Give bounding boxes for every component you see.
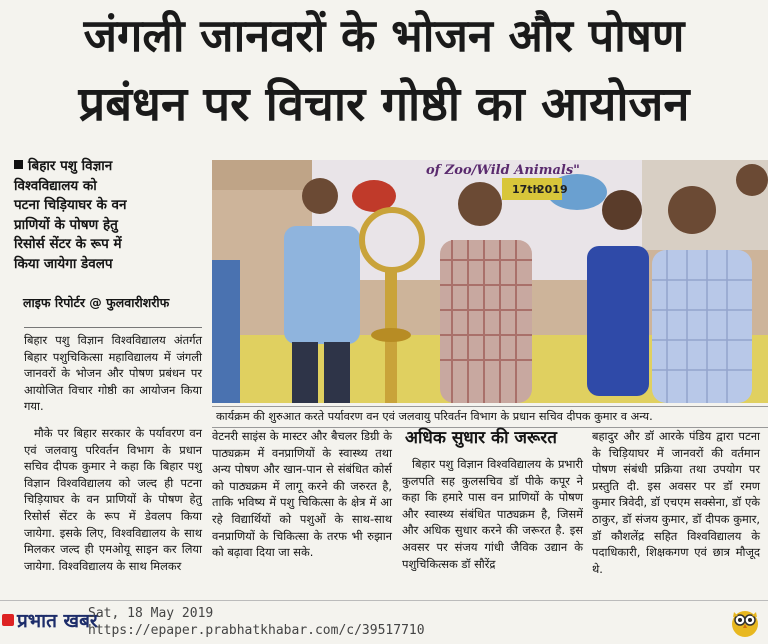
column-4-body: बहादुर और डॉ आरके पंडिय द्वारा पटना के चिड़ियाघर में जानवरों की वर्तमान पोषण संबंधी प्रक्रिया तथा उपयोग पर प्रस्तुति दी. इस अवसर पर डॉ रमण कुमार त्रिवेदी, डॉ एचएम सक्सेना, डॉ एके ठाकुर, डॉ संजय कुमार, डॉ दीपक कुमार, डॉ कौशलेंद्र सहित विश्वविद्यालय के पदाधिकारी, शिक्षकगण एवं छात्र मौजूद थे. — [592, 429, 760, 576]
photo-banner-text: of Zoo/Wild Animals" — [426, 163, 580, 178]
deck-line: प्राणियों के पोषण हेतु — [14, 216, 118, 233]
headline-line-1: जंगली जानवरों के भोजन और पोषण — [83, 9, 685, 62]
event-photo-illustration — [212, 160, 768, 403]
deck-line: बिहार पशु विज्ञान — [28, 158, 113, 174]
footer-meta — [88, 605, 425, 639]
deck-line: किया जायेगा डेवलप — [14, 255, 113, 272]
headline-line-2: प्रबंधन पर विचार गोष्ठी का आयोजन — [78, 77, 690, 132]
deck — [14, 157, 202, 274]
event-photo — [212, 160, 768, 403]
footer — [0, 600, 768, 644]
owl-icon — [730, 606, 760, 638]
photo-badge-year: 2019 — [537, 183, 568, 196]
photo-badge-text: 17th — [512, 183, 541, 196]
deck-line: रिसोर्स सेंटर के रूप में — [14, 236, 122, 252]
bullet-icon — [14, 160, 23, 169]
byline: लाइफ रिपोर्टर @ फुलवारीशरीफ — [23, 295, 170, 310]
intro-paragraph: बिहार पशु विज्ञान विश्वविद्यालय अंतर्गत बिहार पशुचिकित्सा महाविद्यालय में जंगली जानवरों के भोजन और पोषण प्रबंधन पर आयोजित विचार गोष्ठी का आयोजन किया गया. — [24, 327, 202, 415]
logo-text: प्रभात खबर — [17, 610, 98, 632]
deck-line: पटना चिड़ियाघर के वन — [14, 197, 127, 213]
epaper-link[interactable]: https://epaper.prabhatkhabar.com/c/39517710 — [88, 623, 425, 638]
column-1-body: मौके पर बिहार सरकार के पर्यावरण वन एवं जलवायु परिवर्तन विभाग के प्रधान सचिव दीपक कुमार ने कहा कि बिहार पशु विज्ञान विश्वविद्यालय को जल्द ही पटना चिड़ियाघर के वन प्राणियों के पोषण हेतु रिसोर्स सेंटर के रूप में डेवलप किया जायेगा. इसके लिए, विश्वविद्यालय के साथ मिलकर जल्द ही एमओयू साइन कर लिया जायेगा. विश्वविद्यालय के साथ मिलकर — [24, 426, 202, 573]
photo-caption: कार्यक्रम की शुरुआत करते पर्यावरण वन एवं जलवायु परिवर्तन विभाग के प्रधान सचिव दीपक कुमार व अन्य. — [212, 406, 768, 428]
column-2-body: वेटनरी साइंस के मास्टर और बैचलर डिग्री के पाठ्यक्रम में वनप्राणियों के स्वास्थ्य तथा अन्य पोषण और खान-पान से संबंधित कोर्स को पाठ्यक्रम में लागू करने की जरुरत है, ताकि भविष्य में पशु चिकित्सा के क्षेत्र में आ रहे विद्यार्थियों को पशुओं के साथ-साथ वनप्राणियों के चिकित्सा के तरफ भी रुझान को बढ़ावा दिया जा सके. — [212, 429, 392, 560]
subhead: अधिक सुधार की जरूरत — [405, 428, 557, 448]
publisher-logo — [2, 607, 98, 633]
column-3-body: बिहार पशु विज्ञान विश्वविद्यालय के प्रभारी कुलपति सह कुलसचिव डॉ पीके कपूर ने कहा कि हमारे पास वन प्राणियों के पोषण और स्वास्थ्य संबंधित पाठ्यक्रम है, जिसमें और अधिक सुधार करने की जरूरत है. इस अवसर पर संजय गांधी जैविक उद्यान के पशुचिकित्सक डॉ सौरेंद्र — [402, 457, 583, 571]
publication-date: Sat, 18 May 2019 — [88, 606, 214, 621]
deck-line: विश्वविद्यालय को — [14, 177, 97, 194]
logo-mark-icon — [2, 614, 14, 626]
